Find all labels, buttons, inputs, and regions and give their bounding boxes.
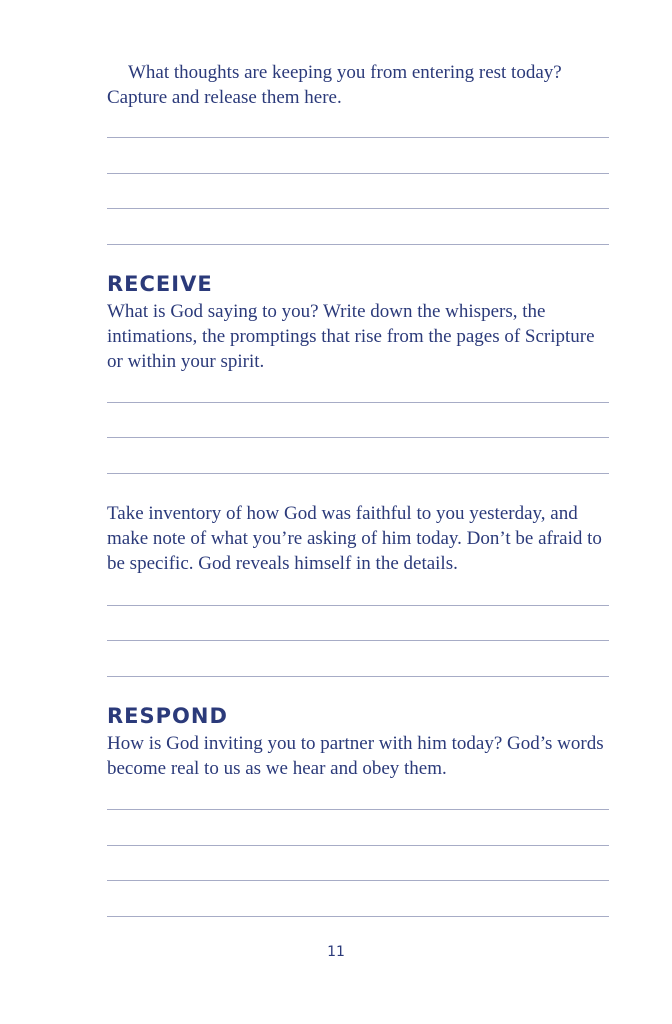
page-number: 11 — [327, 944, 345, 960]
inventory-prompt: Take inventory of how God was faithful to you yesterday, and make note of what you’re asking of him today. Don’t be afraid to be specific. God reveals himself in the details. — [107, 503, 602, 574]
respond-heading: RESPOND — [107, 704, 228, 728]
writing-line[interactable] — [107, 605, 609, 606]
capture-prompt: What thoughts are keeping you from entering rest today? Capture and release them here. — [107, 62, 562, 108]
writing-line[interactable] — [107, 473, 609, 474]
writing-line[interactable] — [107, 845, 609, 846]
receive-prompt: What is God saying to you? Write down the whispers, the intimations, the promptings that rise from the pages of Scripture or within your spirit. — [107, 301, 595, 372]
writing-line[interactable] — [107, 137, 609, 138]
writing-line[interactable] — [107, 173, 609, 174]
writing-line[interactable] — [107, 437, 609, 438]
respond-prompt: How is God inviting you to partner with him today? God’s words become real to us as we hear and obey them. — [107, 733, 604, 779]
writing-line[interactable] — [107, 640, 609, 641]
writing-line[interactable] — [107, 244, 609, 245]
writing-line[interactable] — [107, 402, 609, 403]
writing-line[interactable] — [107, 676, 609, 677]
writing-line[interactable] — [107, 916, 609, 917]
writing-line[interactable] — [107, 208, 609, 209]
receive-heading: RECEIVE — [107, 272, 213, 296]
writing-line[interactable] — [107, 809, 609, 810]
writing-line[interactable] — [107, 880, 609, 881]
